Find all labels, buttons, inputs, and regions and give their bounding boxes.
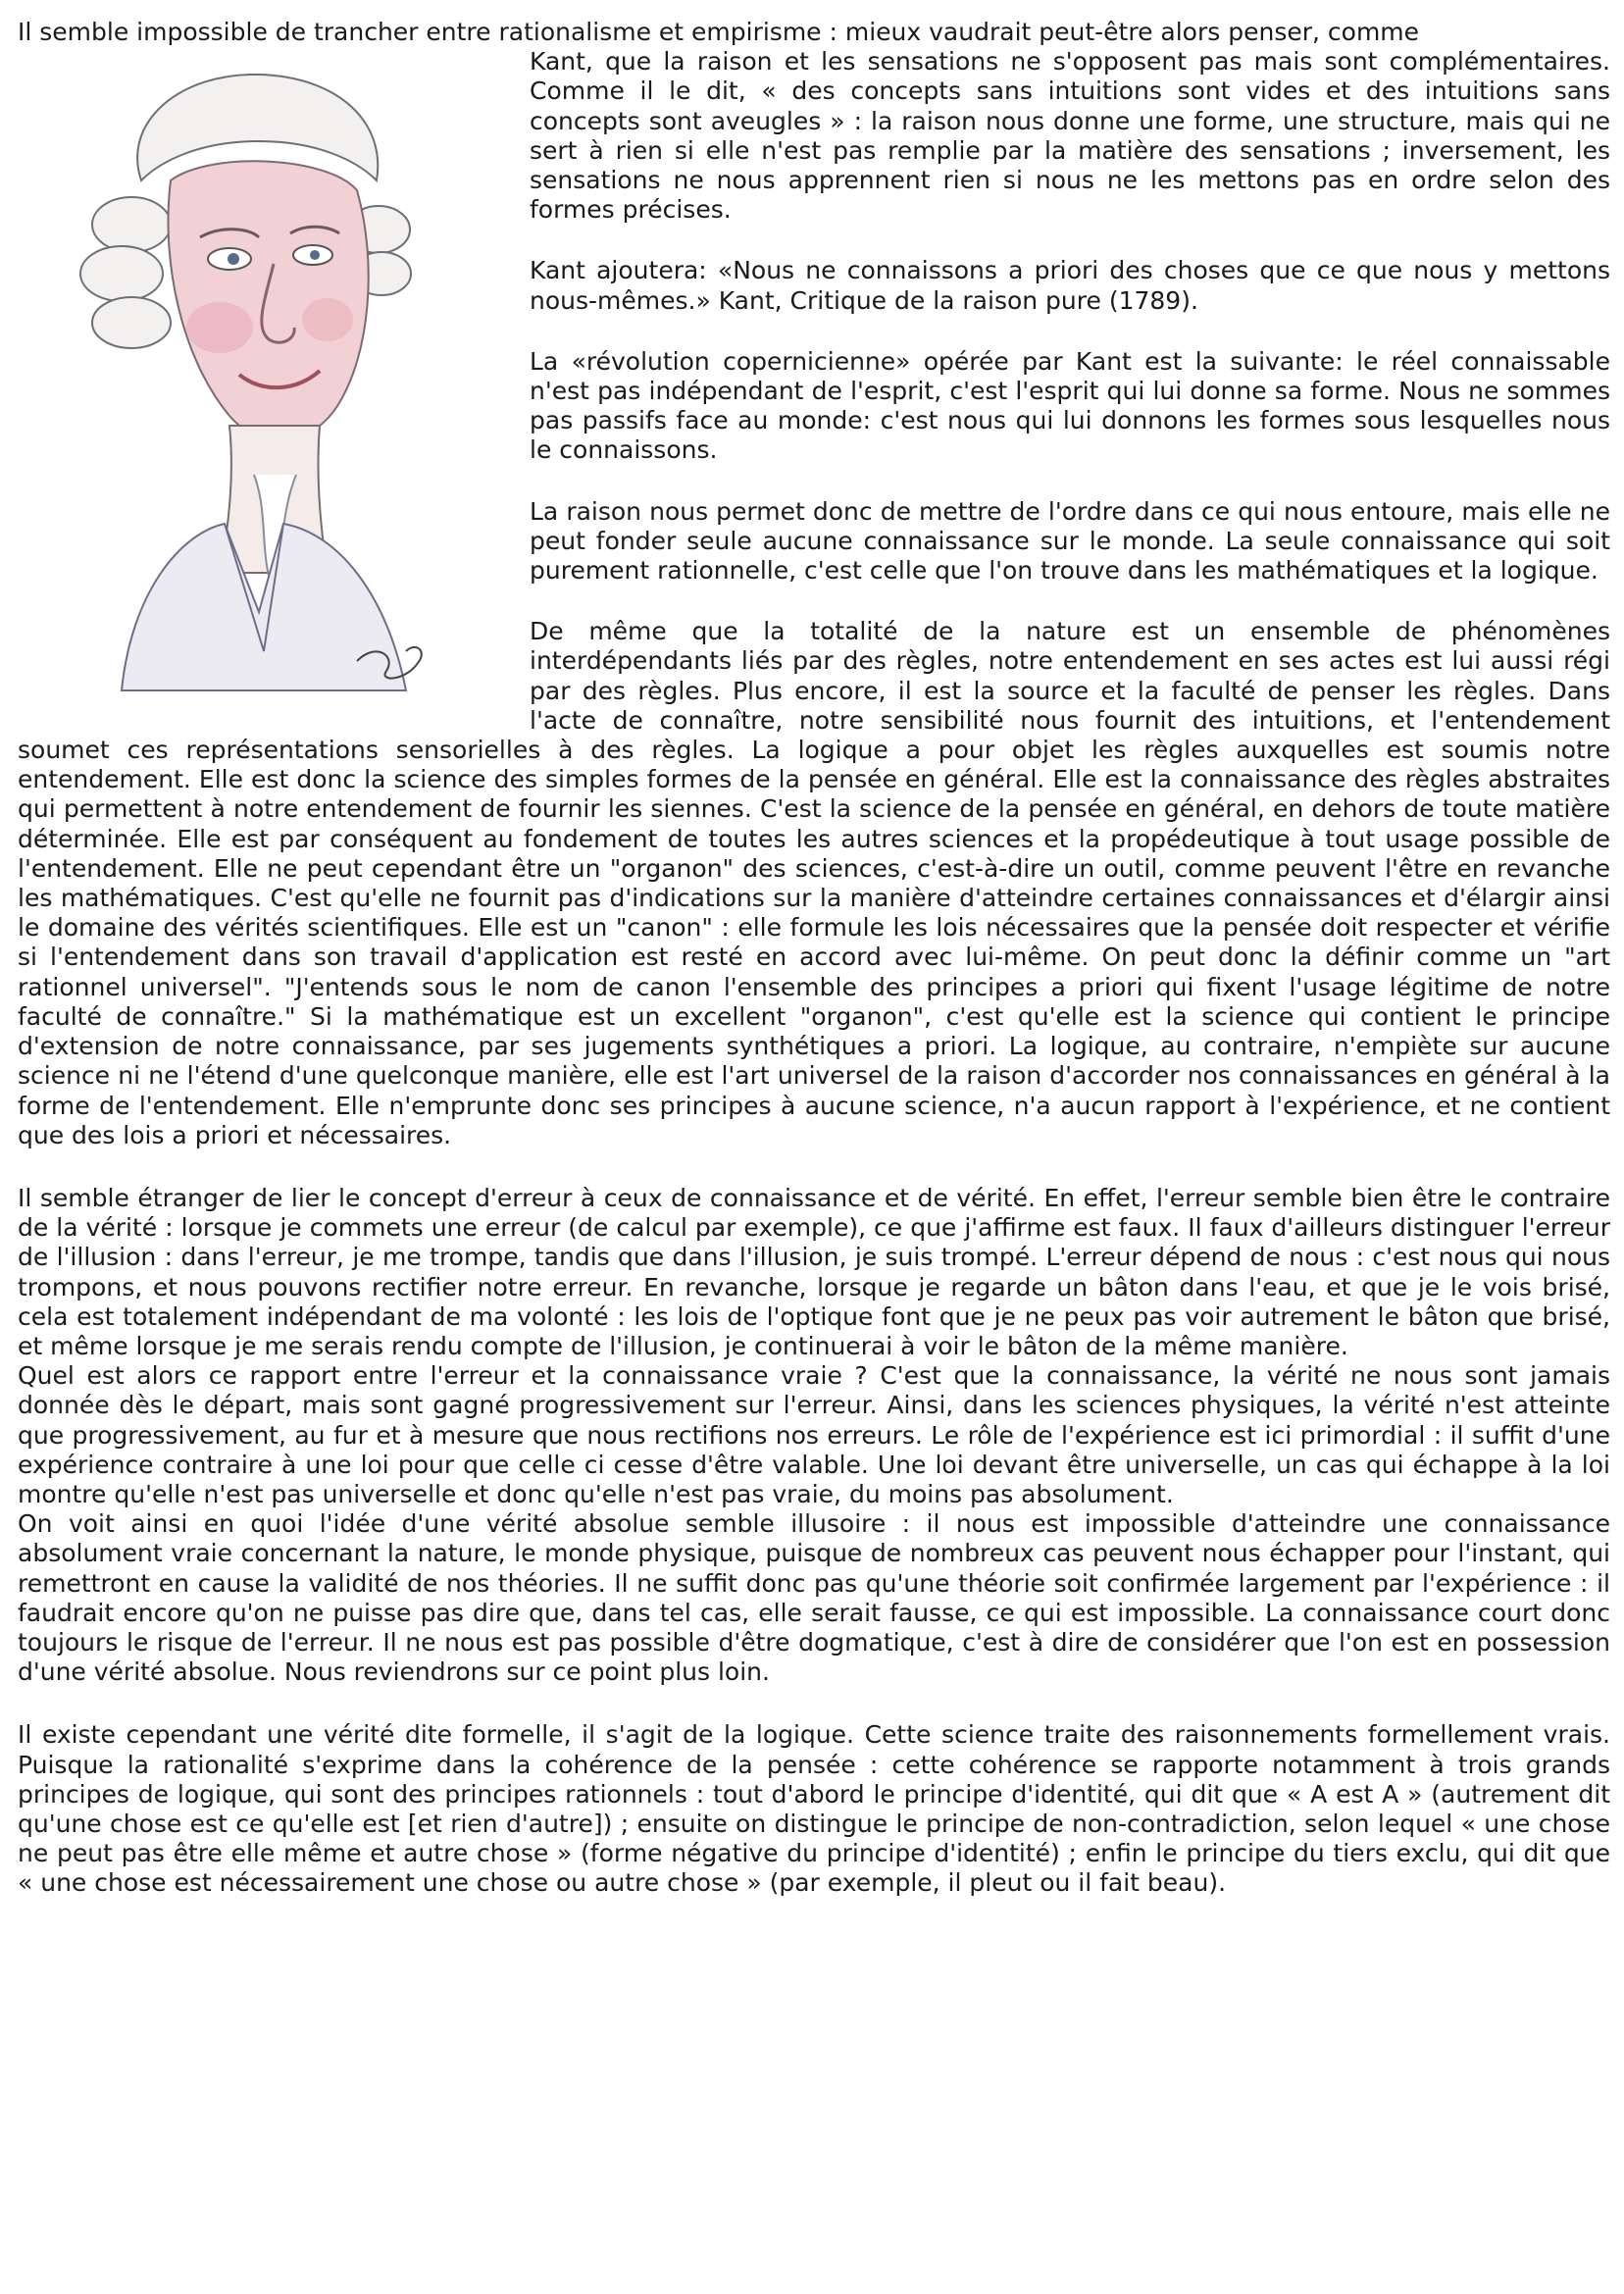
kant-caricature-image — [18, 47, 530, 724]
kant-paragraph-3: La «révolution copernicienne» opérée par Kant est la suivante: le réel connaissable n'est pas indépendant de l'esprit, c'est l'esprit qui lui donne sa forme. Nous ne sommes pas passifs face au monde: c'est nous qui lui donnons les formes sous lesquelles nous le connaissons. — [530, 346, 1610, 465]
kant-paragraph-1: Kant, que la raison et les sensations ne s'opposent pas mais sont complémentaires. Comme il le dit, « des concepts sans intuitions sont vides et des intuitions sans concepts sont aveugles » : la raison nous donne une forme, une structure, mais qui ne sert à rien si elle n'est pas remplie par la matière des sensations ; inversement, les sensations ne nous apprennent rien si nous ne les mettons pas en ordre selon des formes précises. — [530, 47, 1610, 225]
error-paragraph-1: Il semble étranger de lier le concept d'erreur à ceux de connaissance et de vérité. En effet, l'erreur semble bien être le contraire de la vérité : lorsque je commets une erreur (de calcul par exemple), ce que j'affirme est faux. Il faux d'ailleurs distinguer l'erreur de l'illusion : dans l'erreur, je me trompe, tandis que dans l'illusion, je suis trompé. L'erreur dépend de nous : c'est nous qui nous trompons, et nous pouvons rectifier notre erreur. En revanche, lorsque je regarde un bâton dans l'eau, et que je le vois brisé, cela est totalement indépendant de ma volonté : les lois de l'optique font que je ne peux pas voir autrement le bâton que brisé, et même lorsque je me serais rendu compte de l'illusion, je continuerai à voir le bâton de la même manière. — [18, 1183, 1610, 1360]
logic-paragraph: De même que la totalité de la nature est un ensemble de phénomènes interdépendants liés par des règles, notre entendement en ses actes est lui aussi régi par des règles. Plus encore, il est la source et la faculté de penser les règles. Dans l'acte de connaître, notre sensibilité nous fournit des intuitions, et l'entendement soumet ces représentations sensorielles à des règles. La logique a pour objet les règles auxquelles est soumis notre entendement. Elle est donc la science des simples formes de la pensée en général. Elle est la connaissance des règles abstraites qui permettent à notre entendement de fournir les siennes. C'est la science de la pensée en général, en dehors de toute matière déterminée. Elle est par conséquent au fondement de toutes les autres sciences et la propédeutique à tout usage possible de l'entendement. Elle ne peut cependant être un "organon" des sciences, c'est-à-dire un outil, comme peuvent l'être en revanche les mathématiques. C'est qu'elle ne fournit pas d'indications sur la manière d'atteindre certaines connaissances et d'élargir ainsi le domaine des vérités scientifiques. Elle est un "canon" : elle formule les lois nécessaires que la pensée doit respecter et vérifie si l'entendement dans son travail d'application est resté en accord avec lui-même. On peut donc la définir comme un "art rationnel universel". "J'entends sous le nom de canon l'ensemble des principes a priori qui fixent l'usage légitime de notre faculté de connaître." Si la mathématique est un excellent "organon", c'est qu'elle est la science qui contient le principe d'extension de notre connaissance, par ses jugements synthétiques a priori. La logique, au contraire, n'empiète sur aucune science ni ne l'étend d'une quelconque manière, elle est l'art universel de la raison d'accorder nos connaissances en général à la forme de l'entendement. Elle n'emprunte donc ses principes à aucune science, n'a aucun rapport à l'expérience, et ne contient que des lois a priori et nécessaires. — [18, 617, 1610, 1149]
error-paragraph-3: On voit ainsi en quoi l'idée d'une vérité absolue semble illusoire : il nous est impossible d'atteindre une connaissance absolument vraie concernant la nature, le monde physique, puisque de nombreux cas peuvent nous échapper pour l'instant, qui remettront en cause la validité de nos théories. Il ne suffit donc pas qu'une théorie soit confirmée largement par l'expérience : il faudrait encore qu'on ne puisse pas dire que, dans tel cas, elle serait fausse, ce qui est impossible. La connaissance court donc toujours le risque de l'erreur. Il ne nous est pas possible d'être dogmatique, c'est à dire de considérer que l'on est en possession d'une vérité absolue. Nous reviendrons sur ce point plus loin. — [18, 1509, 1610, 1687]
kant-paragraph-4: La raison nous permet donc de mettre de l'ordre dans ce qui nous entoure, mais elle ne peut fonder seule aucune connaissance sur le monde. La seule connaissance qui soit purement rationnelle, c'est celle que l'on trouve dans les mathématiques et la logique. — [530, 496, 1610, 586]
error-paragraph-2: Quel est alors ce rapport entre l'erreur et la connaissance vraie ? C'est que la connaissance, la vérité ne nous sont jamais donnée dès le départ, mais sont gagné progressivement sur l'erreur. Ainsi, dans les sciences physiques, la vérité n'est atteinte que progressivement, au fur et à mesure que nous rectifions nos erreurs. Le rôle de l'expérience est ici primordial : il suffit d'une expérience contraire à une loi pour que celle ci cesse d'être valable. Une loi devant être universelle, un cas qui échappe à la loi montre qu'elle n'est pas universelle et donc qu'elle n'est pas vraie, du moins pas absolument. — [18, 1361, 1610, 1508]
formal-truth-paragraph: Il existe cependant une vérité dite formelle, il s'agit de la logique. Cette science traite des raisonnements formellement vrais. Puisque la rationalité s'exprime dans la cohérence de la pensée : cette cohérence se rapporte notamment à trois grands principes de logique, qui sont des principes rationnels : tout d'abord le principe d'identité, qui dit que « A est A » (autrement dit qu'une chose est ce qu'elle est [et rien d'autre]) ; ensuite on distingue le principe de non-contradiction, selon lequel « une chose ne peut pas être elle même et autre chose » (forme négative du principe d'identité) ; enfin le principe du tiers exclu, qui dit que « une chose est nécessairement une chose ou autre chose » (par exemple, il pleut ou il fait beau). — [18, 1720, 1610, 1898]
kant-caricature-drawing — [63, 63, 475, 710]
kant-paragraph-2: Kant ajoutera: «Nous ne connaissons a priori des choses que ce que nous y mettons nous-mêmes.» Kant, Critique de la raison pure (1789). — [530, 256, 1610, 315]
intro-line: Il semble impossible de trancher entre rationalisme et empirisme : mieux vaudrait peut-être alors penser, comme — [18, 18, 1420, 46]
